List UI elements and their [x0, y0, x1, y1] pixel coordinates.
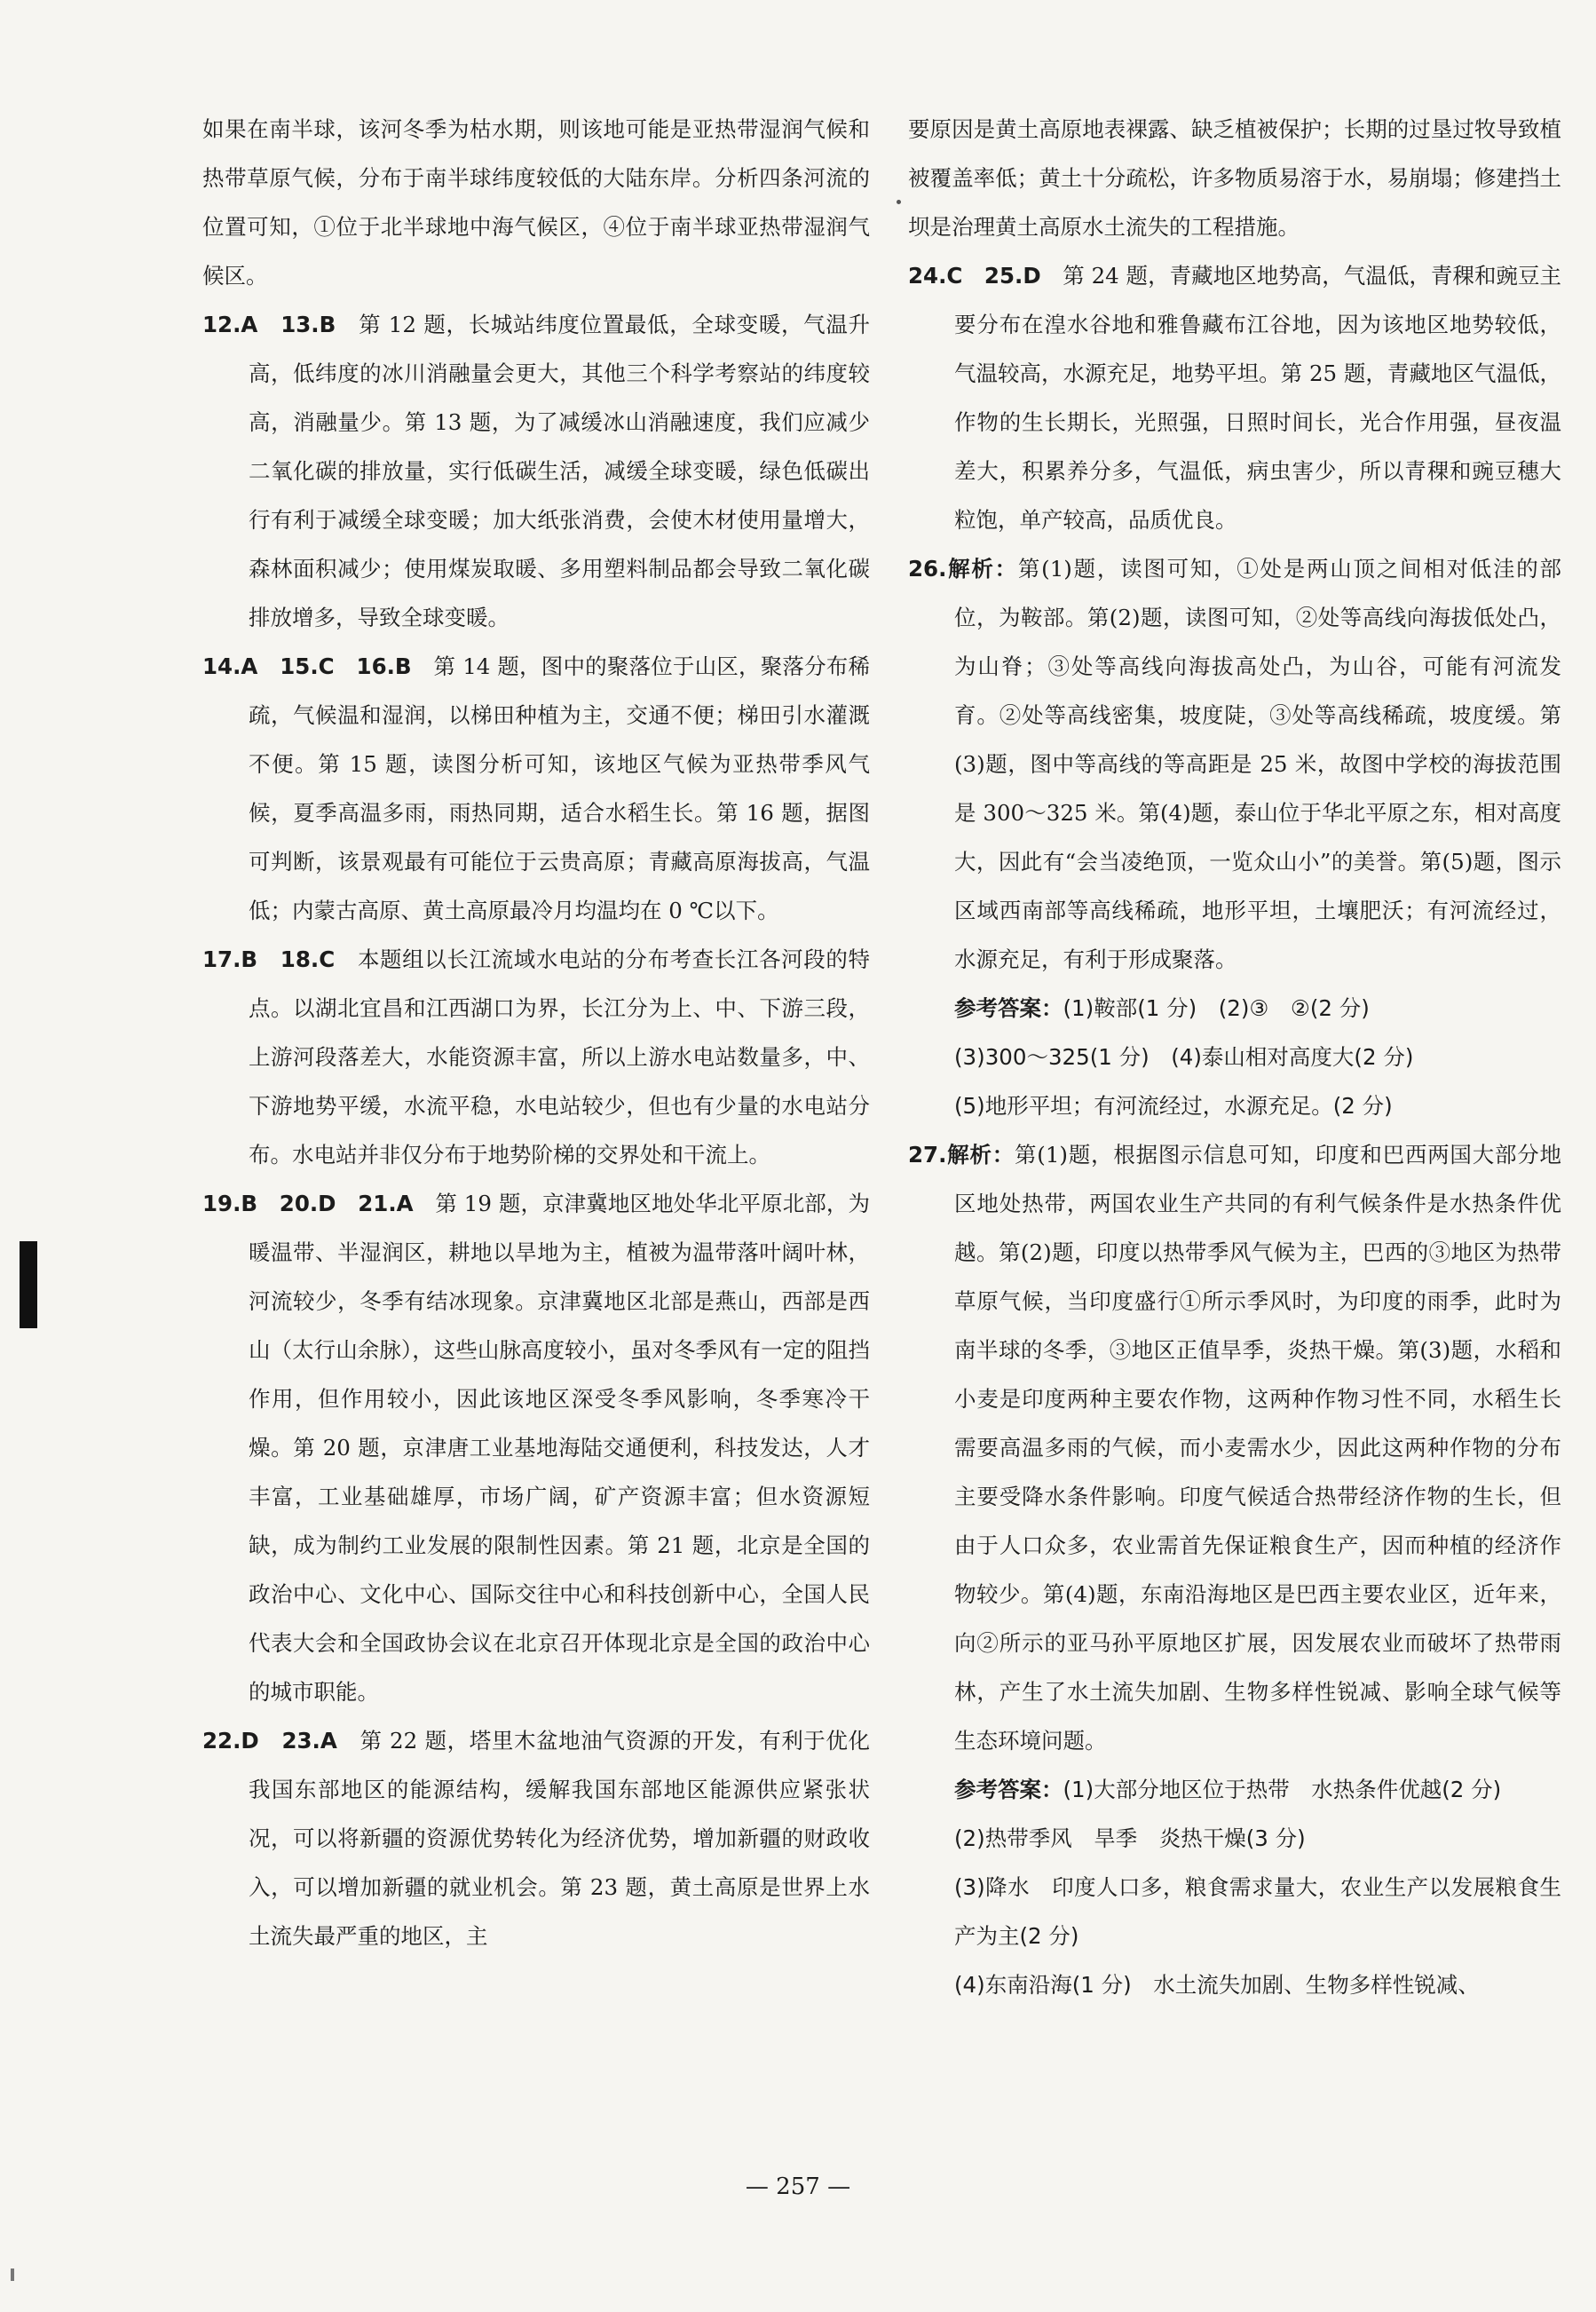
explanation-text: 本题组以长江流域水电站的分布考查长江各河段的特点。以湖北宜昌和江西湖口为界，长江分为上、中、下游三段，上游河段落差大，水能资源丰富，所以上游水电站数量多，中、下游地势平缓，水流平稳，水电站较少，但也有少量的水电站分布。水电站并非仅分布于地势阶梯的交界处和干流上。 [249, 946, 870, 1168]
question-numbers: 22.D 23.A [202, 1728, 337, 1754]
page-number: — 257 — [745, 2173, 851, 2200]
reference-answer-27 [908, 1765, 1561, 1814]
right-column [908, 105, 1561, 2009]
reference-answer-label: 参考答案： [954, 995, 1063, 1021]
answer-entry-27 [908, 1130, 1561, 1765]
explanation-text: 第 12 题，长城站纬度位置最低，全球变暖，气温升高，低纬度的冰川消融量会更大，其他三个科学考察站的纬度较高，消融量少。第 13 题，为了减缓冰山消融速度，我们应减少二氧化碳的排放量，实行低碳生活，减缓全球变暖，绿色低碳出行有利于减缓全球变暖；加大纸张消费，会使木材使用量增大，森林面积减少；使用煤炭取暖、多用塑料制品都会导致二氧化碳排放增多，导致全球变暖。 [249, 312, 871, 630]
reference-answer-26 [908, 984, 1561, 1033]
answer-line: (3)降水 印度人口多，粮食需求量大，农业生产以发展粮食生产为主(2 分) [954, 1874, 1561, 1949]
answer-line: (3)300～325(1 分) (4)泰山相对高度大(2 分) [954, 1044, 1414, 1070]
explanation-text: 第 24 题，青藏地区地势高，气温低，青稞和豌豆主要分布在湟水谷地和雅鲁藏布江谷地，因为该地区地势较低，气温较高，水源充足，地势平坦。第 25 题，青藏地区气温低，作物的生长期长，光照强，日照时间长，光合作用强，昼夜温差大，积累养分多，气温低，病虫害少，所以青稞和豌豆穗大粒饱，单产较高，品质优良。 [954, 263, 1562, 533]
analysis-label: 解析： [946, 1142, 1015, 1168]
continued-paragraph: 如果在南半球，该河冬季为枯水期，则该地可能是亚热带湿润气候和热带草原气候，分布于南半球纬度较低的大陆东岸。分析四条河流的位置可知，①位于北半球地中海气候区，④位于南半球亚热带湿润气候区。 [202, 116, 870, 289]
answer-line: (4)东南沿海(1 分) 水土流失加剧、生物多样性锐减、 [954, 1972, 1480, 1998]
answer-entry-24-25 [908, 251, 1561, 544]
explanation-text: 第 14 题，图中的聚落位于山区，聚落分布稀疏，气候温和湿润，以梯田种植为主，交通不便；梯田引水灌溉不便。第 15 题，读图分析可知，该地区气候为亚热带季风气候，夏季高温多雨，雨热同期，适合水稻生长。第 16 题，据图可判断，该景观最有可能位于云贵高原；青藏高原海拔高，气温低；内蒙古高原、黄土高原最冷月均温均在 0 ℃以下。 [249, 653, 871, 923]
answer-entry-26 [908, 544, 1561, 984]
edge-tab-mark [20, 1241, 37, 1328]
answer-text: (1)大部分地区位于热带 水热条件优越(2 分) [1063, 1777, 1502, 1802]
left-column [202, 105, 870, 1960]
question-numbers: 24.C 25.D [908, 263, 1041, 289]
continued-paragraph: 要原因是黄土高原地表裸露、缺乏植被保护；长期的过垦过牧导致植被覆盖率低；黄土十分疏松，许多物质易溶于水，易崩塌；修建挡土坝是治理黄土高原水土流失的工程措施。 [908, 116, 1561, 240]
question-number: 27. [908, 1142, 947, 1168]
answer-line: (2)热带季风 旱季 炎热干燥(3 分) [954, 1825, 1306, 1851]
corner-mark [11, 2268, 14, 2281]
analysis-label: 解析： [946, 556, 1018, 582]
answer-line: (5)地形平坦；有河流经过，水源充足。(2 分) [954, 1093, 1393, 1119]
question-numbers: 14.A 15.C 16.B [202, 653, 412, 679]
question-numbers: 19.B 20.D 21.A [202, 1191, 414, 1216]
answer-entry-12-13 [202, 300, 870, 642]
reference-answer-label: 参考答案： [954, 1777, 1063, 1802]
question-numbers: 12.A 13.B [202, 312, 336, 337]
scan-dot [897, 200, 901, 204]
explanation-text: 第(1)题，根据图示信息可知，印度和巴西两国大部分地区地处热带，两国农业生产共同的有利气候条件是水热条件优越。第(2)题，印度以热带季风气候为主，巴西的③地区为热带草原气候，当印度盛行①所示季风时，为印度的雨季，此时为南半球的冬季，③地区正值旱季，炎热干燥。第(3)题，水稻和小麦是印度两种主要农作物，这两种作物习性不同，水稻生长需要高温多雨的气候，而小麦需水少，因此这两种作物的分布主要受降水条件影响。印度气候适合热带经济作物的生长，但由于人口众多，农业需首先保证粮食生产，因而种植的经济作物较少。第(4)题，东南沿海地区是巴西主要农业区，近年来，向②所示的亚马孙平原地区扩展，因发展农业而破坏了热带雨林，产生了水土流失加剧、生物多样性锐减、影响全球气候等生态环境问题。 [954, 1142, 1562, 1754]
answer-entry-14-16 [202, 642, 870, 935]
answer-entry-17-18 [202, 935, 870, 1179]
explanation-text: 第 19 题，京津冀地区地处华北平原北部，为暖温带、半湿润区，耕地以旱地为主，植被为温带落叶阔叶林，河流较少，冬季有结冰现象。京津冀地区北部是燕山，西部是西山（太行山余脉），这些山脉高度较小，虽对冬季风有一定的阻挡作用，但作用较小，因此该地区深受冬季风影响，冬季寒冷干燥。第 20 题，京津唐工业基地海陆交通便利，科技发达，人才丰富，工业基础雄厚，市场广阔，矿产资源丰富；但水资源短缺，成为制约工业发展的限制性因素。第 21 题，北京是全国的政治中心、文化中心、国际交往中心和科技创新中心，全国人民代表大会和全国政协会议在北京召开体现北京是全国的政治中心的城市职能。 [249, 1191, 871, 1705]
answer-entry-22-23 [202, 1716, 870, 1960]
question-number: 26. [908, 556, 947, 582]
explanation-text: 第(1)题，读图可知，①处是两山顶之间相对低洼的部位，为鞍部。第(2)题，读图可知，②处等高线向海拔低处凸，为山脊；③处等高线向海拔高处凸，为山谷，可能有河流发育。②处等高线密集，坡度陡，③处等高线稀疏，坡度缓。第(3)题，图中等高线的等高距是 25 米，故图中学校的海拔范围是 300～325 米。第(4)题，泰山位于华北平原之东，相对高度大，因此有“会当凌绝顶，一览众山小”的美誉。第(5)题，图示区域西南部等高线稀疏，地形平坦，土壤肥沃；有河流经过，水源充足，有利于形成聚落。 [954, 556, 1562, 972]
answer-entry-19-21 [202, 1179, 870, 1716]
answer-text: (1)鞍部(1 分) (2)③ ②(2 分) [1063, 995, 1370, 1021]
explanation-text: 第 22 题，塔里木盆地油气资源的开发，有利于优化我国东部地区的能源结构，缓解我国东部地区能源供应紧张状况，可以将新疆的资源优势转化为经济优势，增加新疆的财政收入，可以增加新疆的就业机会。第 23 题，黄土高原是世界上水土流失最严重的地区，主 [249, 1728, 870, 1949]
question-numbers: 17.B 18.C [202, 946, 336, 972]
